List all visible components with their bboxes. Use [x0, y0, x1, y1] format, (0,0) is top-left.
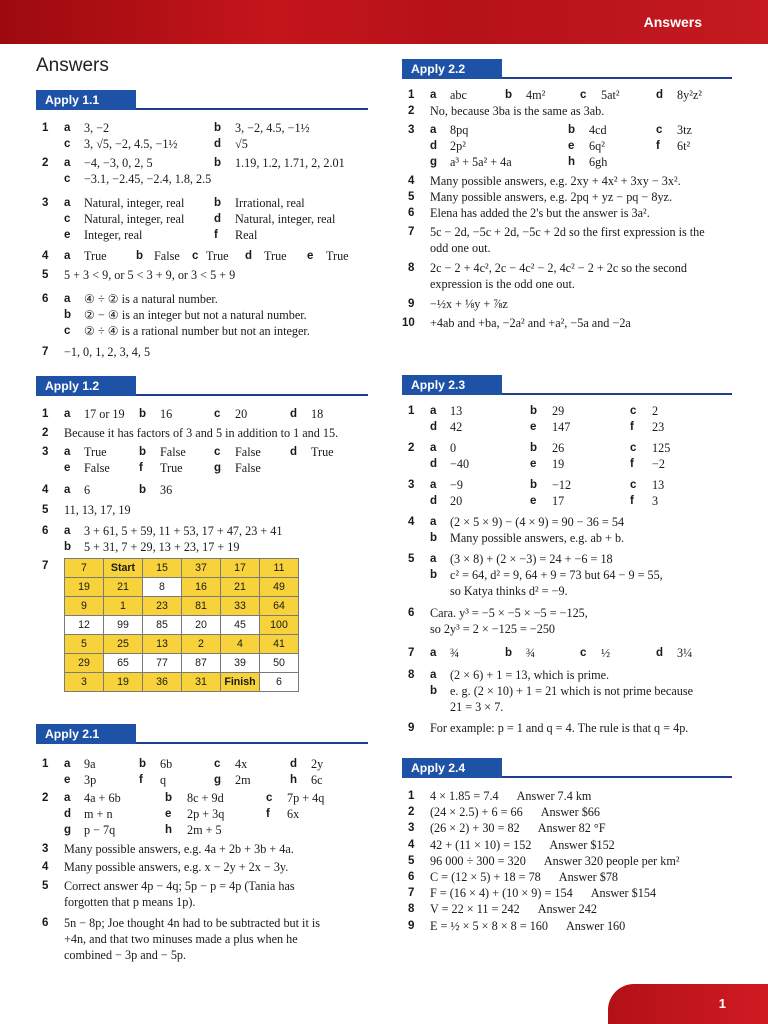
header-banner: [0, 0, 768, 44]
grid-cell: 2: [182, 635, 221, 654]
answer-row: 3 (26 × 2) + 30 = 82 Answer 82 °F: [408, 821, 606, 836]
grid-cell: 50: [260, 654, 299, 673]
grid-cell: 12: [65, 616, 104, 635]
page-title: Answers: [36, 55, 109, 76]
section-heading: Apply 2.2: [402, 57, 732, 79]
page-number: 1: [718, 996, 726, 1011]
grid-cell: Finish: [221, 673, 260, 692]
grid-row: [65, 673, 299, 692]
answer-row: 3 a 8pq b 4cd c 3tz: [408, 123, 692, 137]
grid-cell: 4: [221, 635, 260, 654]
grid-cell: 11: [260, 559, 299, 578]
answer-row: e 3p f q g 2m h 6c: [64, 773, 323, 787]
answer-row: b 5 + 31, 7 + 29, 13 + 23, 17 + 19: [64, 540, 240, 554]
grid-cell: 45: [221, 616, 260, 635]
answer: Answer 320 people per km²: [543, 853, 680, 868]
answer-row: 1 4 × 1.85 = 7.4 Answer 7.4 km: [408, 789, 592, 803]
answer-row: 1 a abc b 4m² c 5at² d 8y²z²: [408, 88, 702, 102]
grid-cell: 21: [104, 578, 143, 597]
section-apply-2-2: [402, 57, 732, 331]
grid-cell: 21: [221, 578, 260, 597]
answer-row: d 2p² e 6q² f 6t²: [430, 139, 691, 153]
answer-row: 2 (24 × 2.5) + 6 = 66 Answer $66: [408, 805, 600, 820]
grid-cell: 87: [182, 654, 221, 673]
answer-row: 21 = 3 × 7.: [450, 700, 504, 714]
answer-row: 3 a −9 b −12 c 13: [408, 478, 665, 492]
answer-row: 9 E = ½ × 5 × 8 × 8 = 160 Answer 160: [408, 918, 626, 933]
calculation: V = 22 × 11 = 242: [430, 902, 520, 917]
grid-cell: 16: [182, 578, 221, 597]
grid-row: [65, 616, 299, 635]
answer-row: 6 a 3 + 61, 5 + 59, 11 + 53, 17 + 47, 23 + 41: [42, 524, 283, 538]
answer-row: c −3.1, −2.45, −2.4, 1.8, 2.5: [64, 172, 212, 186]
answer-row: 4 a True b False c True d True e True: [42, 249, 349, 263]
answer-row: 8 2c − 2 + 4c², 2c − 4c² − 2, 4c² − 2 + 2c so the second expression is the odd one out.: [408, 261, 687, 291]
answer-row: 4 a 6 b 36: [42, 483, 173, 497]
calculation: (24 × 2.5) + 6 = 66: [430, 805, 523, 820]
answer-row: e Integer, real f Real: [64, 228, 258, 242]
answer-row: 3 a Natural, integer, real b Irrational, real: [42, 196, 305, 210]
section-apply-1-1: [36, 88, 368, 360]
answer: Answer 160: [565, 918, 626, 933]
number-grid: [64, 558, 299, 692]
answer: Answer 82 °F: [537, 821, 606, 836]
section-heading: Apply 2.1: [36, 722, 368, 744]
grid-cell: 6: [260, 673, 299, 692]
answer-row: 5 96 000 ÷ 300 = 320 Answer 320 people per km²: [408, 853, 680, 868]
answer-row: g a³ + 5a² + 4a h 6gh: [430, 155, 608, 169]
answer-row: 9 For example: p = 1 and q = 4. The rule is that q = 4p.: [408, 721, 689, 735]
page-number-tab: [608, 984, 768, 1024]
grid-cell: 37: [182, 559, 221, 578]
grid-cell: 19: [65, 578, 104, 597]
grid-cell: 64: [260, 597, 299, 616]
answer-row: c 3, √5, −2, 4.5, −1½ d √5: [64, 137, 248, 151]
answer-row: d 20 e 17 f 3: [430, 494, 659, 508]
answer-row: 6 Cara. y³ = −5 × −5 × −5 = −125,: [408, 606, 588, 620]
calculation: 42 + (11 × 10) = 152: [430, 837, 532, 852]
grid-cell: 100: [260, 616, 299, 635]
grid-cell: 25: [104, 635, 143, 654]
header-label: Answers: [643, 14, 702, 30]
grid-cell: 13: [143, 635, 182, 654]
section-heading: Apply 1.1: [36, 88, 368, 110]
answer-row: 3 a True b False c False d True: [42, 445, 334, 459]
answer-row: so 2y³ = 2 × −125 = −250: [430, 622, 556, 636]
answer-row: c Natural, integer, real d Natural, integer, real: [64, 212, 336, 226]
answer-row: 1 a 9a b 6b c 4x d 2y: [42, 757, 324, 771]
answer-row: 1 a 13 b 29 c 2: [408, 404, 659, 418]
answer-row: 5 a (3 × 8) + (2 × −3) = 24 + −6 = 18: [408, 552, 613, 566]
answer: Answer $78: [558, 869, 619, 884]
answer-row: 6 C = (12 × 5) + 18 = 78 Answer $78: [408, 869, 619, 884]
section-apply-1-2: [36, 374, 368, 698]
grid-cell: 17: [221, 559, 260, 578]
grid-cell: 8: [143, 578, 182, 597]
calculation: E = ½ × 5 × 8 × 8 = 160: [430, 918, 548, 933]
answer-row: 7 F = (16 × 4) + (10 × 9) = 154 Answer $154: [408, 886, 657, 901]
answer-row: d m + n e 2p + 3q f 6x: [64, 807, 300, 821]
answer-row: 8 a (2 × 6) + 1 = 13, which is prime.: [408, 668, 610, 682]
calculation: F = (16 × 4) + (10 × 9) = 154: [430, 886, 573, 901]
answer-row: 5 Many possible answers, e.g. 2pq + yz − pq − 8yz.: [408, 190, 672, 204]
answer-row: 7 −1, 0, 1, 2, 3, 4, 5: [42, 345, 151, 359]
answer-row: 5 11, 13, 17, 19: [42, 503, 131, 517]
answer-row: b c² = 64, d² = 9, 64 + 9 = 73 but 64 − 9 = 55,: [430, 568, 663, 582]
grid-cell: 41: [260, 635, 299, 654]
grid-row: [65, 597, 299, 616]
section-heading: Apply 2.3: [402, 373, 732, 395]
grid-cell: 36: [143, 673, 182, 692]
calculation: C = (12 × 5) + 18 = 78: [430, 869, 541, 884]
grid-cell: 19: [104, 673, 143, 692]
answer-row: 2 No, because 3ba is the same as 3ab.: [408, 104, 605, 118]
answer-row: 4 Many possible answers, e.g. 2xy + 4x² + 3xy − 3x².: [408, 174, 681, 188]
answer-row: e False f True g False: [64, 461, 261, 475]
section-apply-2-3: [402, 373, 732, 736]
section-heading: Apply 2.4: [402, 756, 732, 778]
answer-row: 3 Many possible answers, e.g. 4a + 2b + 3b + 4a.: [42, 842, 294, 856]
answer-row: d 42 e 147 f 23: [430, 420, 665, 434]
answer-row: 7 a ¾ b ¾ c ½ d 3¼: [408, 646, 693, 660]
grid-cell: 29: [65, 654, 104, 673]
calculation: 96 000 ÷ 300 = 320: [430, 853, 526, 868]
answer-row: 7 5c − 2d, −5c + 2d, −5c + 2d so the first expression is the odd one out.: [408, 225, 705, 255]
section-apply-2-4: [402, 756, 732, 934]
answer-row: 5 Correct answer 4p − 4q; 5p − p = 4p (Tania has forgotten that p means 1p).: [42, 879, 295, 909]
grid-cell: 5: [65, 635, 104, 654]
grid-row: [65, 635, 299, 654]
answer-row: 5 5 + 3 < 9, or 5 < 3 + 9, or 3 < 5 + 9: [42, 268, 236, 282]
section-heading: Apply 1.2: [36, 374, 368, 396]
grid-cell: 39: [221, 654, 260, 673]
grid-row: [65, 654, 299, 673]
answer-row: b ② − ④ is an integer but not a natural number.: [64, 308, 307, 322]
answer-row: 1 a 17 or 19 b 16 c 20 d 18: [42, 407, 324, 421]
answer-row: 6 a ④ ÷ ② is a natural number.: [42, 292, 218, 306]
answer-row: b e. g. (2 × 10) + 1 = 21 which is not prime because: [430, 684, 693, 698]
grid-cell: 33: [221, 597, 260, 616]
answer: Answer $154: [590, 886, 657, 901]
answer-row: 2 a −4, −3, 0, 2, 5 b 1.19, 1.2, 1.71, 2, 2.01: [42, 156, 345, 170]
answer-row: 2 a 4a + 6b b 8c + 9d c 7p + 4q: [42, 791, 325, 805]
answer-row: 4 a (2 × 5 × 9) − (4 × 9) = 90 − 36 = 54: [408, 515, 625, 529]
number-grid-block: 7 7 Start 15 37 17 11 19 21 8 16 21 49 9 1 23 81 33 64 12 99 85 20 45 100 5 25 13 2 4 41 29 65 77 87 39 50 3 19 36 31 Finish 6: [36, 558, 368, 698]
grid-cell: 31: [182, 673, 221, 692]
answer-row: c ② ÷ ④ is a rational number but not an integer.: [64, 324, 310, 338]
answer-row: 10 +4ab and +ba, −2a² and +a², −5a and −2a: [402, 316, 631, 330]
section-apply-2-1: [36, 722, 368, 963]
grid-cell: 7: [65, 559, 104, 578]
grid-cell: 81: [182, 597, 221, 616]
answer-row: 4 42 + (11 × 10) = 152 Answer $152: [408, 837, 615, 852]
calculation: 4 × 1.85 = 7.4: [430, 789, 499, 803]
grid-cell: 15: [143, 559, 182, 578]
grid-cell: 9: [65, 597, 104, 616]
grid-cell: 49: [260, 578, 299, 597]
answer-row: 6 Elena has added the 2's but the answer is 3a².: [408, 206, 650, 220]
grid-cell: 3: [65, 673, 104, 692]
answer-row: 2 Because it has factors of 3 and 5 in addition to 1 and 15.: [42, 426, 339, 440]
answer-row: b Many possible answers, e.g. ab + b.: [430, 531, 625, 545]
answer-row: 8 V = 22 × 11 = 242 Answer 242: [408, 902, 597, 917]
answer-row: d −40 e 19 f −2: [430, 457, 665, 471]
grid-cell: 20: [182, 616, 221, 635]
grid-cell: 85: [143, 616, 182, 635]
answer: Answer 7.4 km: [516, 789, 592, 803]
grid-cell: 1: [104, 597, 143, 616]
answer-row: 6 5n − 8p; Joe thought 4n had to be subtracted but it is +4n, and that two minuses made a plus when he combined − 3p and − 5p.: [42, 916, 321, 962]
grid-cell: Start: [104, 559, 143, 578]
grid-cell: 77: [143, 654, 182, 673]
grid-cell: 65: [104, 654, 143, 673]
answer-row: 4 Many possible answers, e.g. x − 2y + 2x − 3y.: [42, 860, 289, 874]
answer-row: so Katya thinks d² = −9.: [450, 584, 568, 598]
grid-cell: 23: [143, 597, 182, 616]
answer: Answer 242: [537, 902, 597, 917]
grid-row: [65, 559, 299, 578]
calculation: (26 × 2) + 30 = 82: [430, 821, 520, 836]
grid-row: [65, 578, 299, 597]
answer-row: 1 a 3, −2 b 3, −2, 4.5, −1½: [42, 121, 310, 135]
answer: Answer $66: [540, 805, 600, 820]
answer-row: g p − 7q h 2m + 5: [64, 823, 222, 837]
answer-row: 2 a 0 b 26 c 125: [408, 441, 671, 455]
answer: Answer $152: [549, 837, 615, 852]
answer-row: 9 −½x + ⅛y + ⅞z: [408, 297, 508, 311]
grid-cell: 99: [104, 616, 143, 635]
